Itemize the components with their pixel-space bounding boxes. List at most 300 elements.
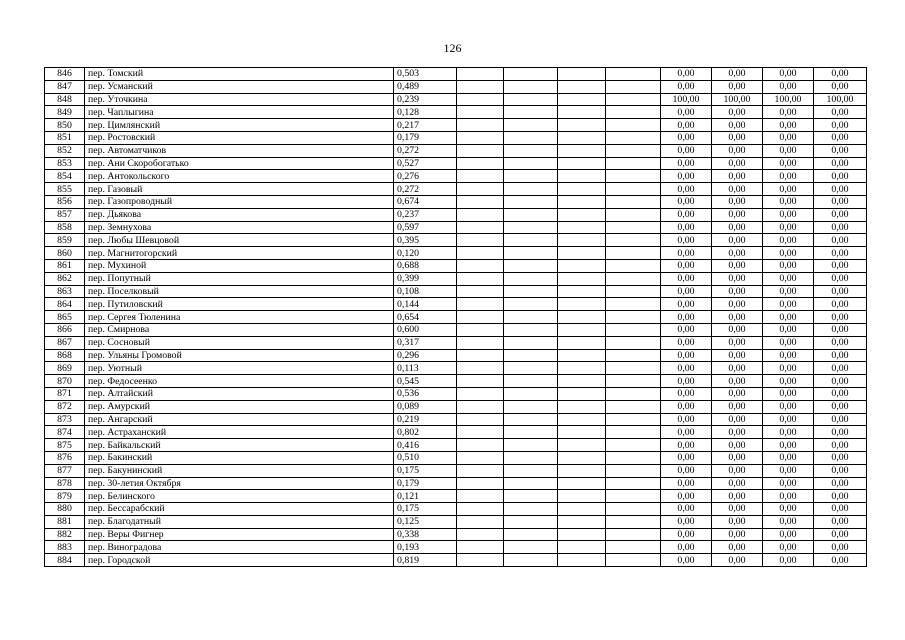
empty-cell xyxy=(504,144,558,157)
empty-cell xyxy=(558,323,606,336)
value-cell-1: 0,00 xyxy=(661,528,712,541)
value-cell-2: 0,00 xyxy=(712,170,763,183)
street-name-cell: пер. Автоматчиков xyxy=(85,144,394,157)
empty-cell xyxy=(606,259,661,272)
empty-cell xyxy=(457,68,504,81)
value-cell-2: 0,00 xyxy=(712,413,763,426)
row-number-cell: 862 xyxy=(45,272,85,285)
empty-cell xyxy=(606,528,661,541)
empty-cell xyxy=(558,375,606,388)
value-cell-3: 0,00 xyxy=(763,221,814,234)
street-name-cell: пер. Веры Фигнер xyxy=(85,528,394,541)
length-cell: 0,510 xyxy=(394,451,457,464)
value-cell-3: 0,00 xyxy=(763,234,814,247)
empty-cell xyxy=(504,93,558,106)
value-cell-4: 0,00 xyxy=(814,183,867,196)
row-number-cell: 879 xyxy=(45,490,85,503)
length-cell: 0,597 xyxy=(394,221,457,234)
street-name-cell: пер. Ростовский xyxy=(85,131,394,144)
empty-cell xyxy=(606,362,661,375)
empty-cell xyxy=(504,247,558,260)
empty-cell xyxy=(504,413,558,426)
value-cell-4: 0,00 xyxy=(814,387,867,400)
value-cell-1: 0,00 xyxy=(661,375,712,388)
value-cell-3: 0,00 xyxy=(763,554,814,567)
value-cell-3: 0,00 xyxy=(763,68,814,81)
value-cell-3: 0,00 xyxy=(763,362,814,375)
value-cell-4: 0,00 xyxy=(814,285,867,298)
value-cell-2: 0,00 xyxy=(712,515,763,528)
empty-cell xyxy=(558,80,606,93)
value-cell-4: 0,00 xyxy=(814,477,867,490)
value-cell-4: 0,00 xyxy=(814,426,867,439)
row-number-cell: 883 xyxy=(45,541,85,554)
value-cell-4: 0,00 xyxy=(814,554,867,567)
value-cell-4: 0,00 xyxy=(814,144,867,157)
table-row xyxy=(45,272,867,285)
length-cell: 0,089 xyxy=(394,400,457,413)
value-cell-2: 0,00 xyxy=(712,375,763,388)
value-cell-3: 0,00 xyxy=(763,464,814,477)
value-cell-3: 0,00 xyxy=(763,349,814,362)
empty-cell xyxy=(504,234,558,247)
empty-cell xyxy=(606,311,661,324)
empty-cell xyxy=(504,119,558,132)
value-cell-3: 0,00 xyxy=(763,490,814,503)
row-number-cell: 859 xyxy=(45,234,85,247)
table-row xyxy=(45,323,867,336)
row-number-cell: 881 xyxy=(45,515,85,528)
value-cell-1: 0,00 xyxy=(661,157,712,170)
empty-cell xyxy=(558,528,606,541)
value-cell-3: 0,00 xyxy=(763,119,814,132)
value-cell-1: 0,00 xyxy=(661,323,712,336)
length-cell: 0,175 xyxy=(394,503,457,516)
value-cell-2: 0,00 xyxy=(712,221,763,234)
street-name-cell: пер. Путиловский xyxy=(85,298,394,311)
value-cell-1: 0,00 xyxy=(661,362,712,375)
street-name-cell: пер. Сосновый xyxy=(85,336,394,349)
empty-cell xyxy=(457,285,504,298)
empty-cell xyxy=(558,490,606,503)
length-cell: 0,272 xyxy=(394,183,457,196)
value-cell-1: 0,00 xyxy=(661,106,712,119)
street-name-cell: пер. Алтайский xyxy=(85,387,394,400)
row-number-cell: 865 xyxy=(45,311,85,324)
empty-cell xyxy=(606,400,661,413)
value-cell-3: 0,00 xyxy=(763,387,814,400)
row-number-cell: 884 xyxy=(45,554,85,567)
empty-cell xyxy=(457,413,504,426)
empty-cell xyxy=(457,259,504,272)
empty-cell xyxy=(504,515,558,528)
empty-cell xyxy=(504,336,558,349)
value-cell-4: 0,00 xyxy=(814,362,867,375)
value-cell-4: 0,00 xyxy=(814,208,867,221)
empty-cell xyxy=(606,68,661,81)
street-name-cell: пер. Любы Шевцовой xyxy=(85,234,394,247)
value-cell-1: 0,00 xyxy=(661,259,712,272)
row-number-cell: 871 xyxy=(45,387,85,400)
table-row xyxy=(45,336,867,349)
empty-cell xyxy=(457,93,504,106)
street-name-cell: пер. Дьякова xyxy=(85,208,394,221)
street-name-cell: пер. Цимлянский xyxy=(85,119,394,132)
empty-cell xyxy=(606,323,661,336)
empty-cell xyxy=(558,272,606,285)
empty-cell xyxy=(457,323,504,336)
street-name-cell: пер. Мухиной xyxy=(85,259,394,272)
street-name-cell: пер. Газопроводный xyxy=(85,195,394,208)
empty-cell xyxy=(457,400,504,413)
value-cell-2: 0,00 xyxy=(712,439,763,452)
value-cell-3: 0,00 xyxy=(763,451,814,464)
row-number-cell: 855 xyxy=(45,183,85,196)
value-cell-4: 0,00 xyxy=(814,234,867,247)
empty-cell xyxy=(606,375,661,388)
value-cell-3: 0,00 xyxy=(763,80,814,93)
street-name-cell: пер. Попутный xyxy=(85,272,394,285)
empty-cell xyxy=(558,311,606,324)
value-cell-1: 0,00 xyxy=(661,170,712,183)
value-cell-1: 0,00 xyxy=(661,311,712,324)
empty-cell xyxy=(504,68,558,81)
empty-cell xyxy=(606,285,661,298)
row-number-cell: 854 xyxy=(45,170,85,183)
empty-cell xyxy=(606,413,661,426)
street-name-cell: пер. Земнухова xyxy=(85,221,394,234)
value-cell-4: 0,00 xyxy=(814,298,867,311)
street-name-cell: пер. Антокольского xyxy=(85,170,394,183)
row-number-cell: 874 xyxy=(45,426,85,439)
value-cell-1: 0,00 xyxy=(661,503,712,516)
street-name-cell: пер. Ульяны Громовой xyxy=(85,349,394,362)
value-cell-4: 0,00 xyxy=(814,515,867,528)
page-number: 126 xyxy=(443,41,462,55)
length-cell: 0,296 xyxy=(394,349,457,362)
value-cell-3: 0,00 xyxy=(763,285,814,298)
street-name-cell: пер. Байкальский xyxy=(85,439,394,452)
value-cell-2: 0,00 xyxy=(712,490,763,503)
empty-cell xyxy=(606,195,661,208)
empty-cell xyxy=(504,400,558,413)
value-cell-1: 0,00 xyxy=(661,554,712,567)
value-cell-2: 0,00 xyxy=(712,208,763,221)
row-number-cell: 873 xyxy=(45,413,85,426)
value-cell-2: 0,00 xyxy=(712,80,763,93)
row-number-cell: 870 xyxy=(45,375,85,388)
length-cell: 0,536 xyxy=(394,387,457,400)
table-row xyxy=(45,131,867,144)
row-number-cell: 875 xyxy=(45,439,85,452)
value-cell-3: 0,00 xyxy=(763,195,814,208)
value-cell-1: 0,00 xyxy=(661,541,712,554)
value-cell-4: 0,00 xyxy=(814,413,867,426)
row-number-cell: 866 xyxy=(45,323,85,336)
empty-cell xyxy=(504,426,558,439)
empty-cell xyxy=(606,439,661,452)
length-cell: 0,395 xyxy=(394,234,457,247)
length-cell: 0,527 xyxy=(394,157,457,170)
length-cell: 0,802 xyxy=(394,426,457,439)
empty-cell xyxy=(606,336,661,349)
value-cell-1: 0,00 xyxy=(661,208,712,221)
length-cell: 0,600 xyxy=(394,323,457,336)
value-cell-1: 0,00 xyxy=(661,183,712,196)
value-cell-2: 0,00 xyxy=(712,451,763,464)
value-cell-4: 0,00 xyxy=(814,157,867,170)
street-name-cell: пер. Смирнова xyxy=(85,323,394,336)
row-number-cell: 857 xyxy=(45,208,85,221)
empty-cell xyxy=(457,387,504,400)
table-row xyxy=(45,183,867,196)
table-row xyxy=(45,68,867,81)
empty-cell xyxy=(504,183,558,196)
empty-cell xyxy=(606,93,661,106)
empty-cell xyxy=(606,490,661,503)
street-name-cell: пер. Астраханский xyxy=(85,426,394,439)
empty-cell xyxy=(504,80,558,93)
value-cell-4: 0,00 xyxy=(814,541,867,554)
value-cell-4: 0,00 xyxy=(814,221,867,234)
table-row xyxy=(45,375,867,388)
table-row xyxy=(45,528,867,541)
length-cell: 0,239 xyxy=(394,93,457,106)
empty-cell xyxy=(558,515,606,528)
length-cell: 0,144 xyxy=(394,298,457,311)
empty-cell xyxy=(606,208,661,221)
empty-cell xyxy=(558,259,606,272)
value-cell-3: 0,00 xyxy=(763,272,814,285)
empty-cell xyxy=(504,541,558,554)
value-cell-2: 100,00 xyxy=(712,93,763,106)
value-cell-1: 0,00 xyxy=(661,131,712,144)
empty-cell xyxy=(606,464,661,477)
empty-cell xyxy=(504,490,558,503)
street-name-cell: пер. 30-летия Октября xyxy=(85,477,394,490)
row-number-cell: 882 xyxy=(45,528,85,541)
empty-cell xyxy=(558,285,606,298)
empty-cell xyxy=(504,285,558,298)
table-row xyxy=(45,221,867,234)
empty-cell xyxy=(606,272,661,285)
empty-cell xyxy=(558,439,606,452)
value-cell-3: 0,00 xyxy=(763,413,814,426)
value-cell-1: 0,00 xyxy=(661,68,712,81)
street-name-cell: пер. Поселковый xyxy=(85,285,394,298)
row-number-cell: 869 xyxy=(45,362,85,375)
table-row xyxy=(45,285,867,298)
value-cell-1: 0,00 xyxy=(661,80,712,93)
table-row xyxy=(45,80,867,93)
empty-cell xyxy=(504,195,558,208)
value-cell-4: 0,00 xyxy=(814,464,867,477)
empty-cell xyxy=(558,221,606,234)
value-cell-1: 0,00 xyxy=(661,413,712,426)
value-cell-3: 0,00 xyxy=(763,541,814,554)
length-cell: 0,688 xyxy=(394,259,457,272)
row-number-cell: 863 xyxy=(45,285,85,298)
empty-cell xyxy=(606,515,661,528)
length-cell: 0,545 xyxy=(394,375,457,388)
empty-cell xyxy=(606,170,661,183)
empty-cell xyxy=(558,170,606,183)
empty-cell xyxy=(457,183,504,196)
table-row xyxy=(45,400,867,413)
empty-cell xyxy=(504,259,558,272)
length-cell: 0,237 xyxy=(394,208,457,221)
length-cell: 0,317 xyxy=(394,336,457,349)
street-name-cell: пер. Бакинский xyxy=(85,451,394,464)
table-row xyxy=(45,93,867,106)
value-cell-1: 0,00 xyxy=(661,195,712,208)
length-cell: 0,276 xyxy=(394,170,457,183)
length-cell: 0,219 xyxy=(394,413,457,426)
street-name-cell: пер. Сергея Тюленина xyxy=(85,311,394,324)
value-cell-3: 0,00 xyxy=(763,131,814,144)
value-cell-2: 0,00 xyxy=(712,503,763,516)
value-cell-2: 0,00 xyxy=(712,387,763,400)
table-row xyxy=(45,426,867,439)
value-cell-2: 0,00 xyxy=(712,311,763,324)
empty-cell xyxy=(558,144,606,157)
empty-cell xyxy=(457,515,504,528)
value-cell-3: 0,00 xyxy=(763,144,814,157)
value-cell-3: 0,00 xyxy=(763,503,814,516)
street-name-cell: пер. Ани Скоробогатько xyxy=(85,157,394,170)
value-cell-1: 0,00 xyxy=(661,451,712,464)
empty-cell xyxy=(504,362,558,375)
empty-cell xyxy=(558,208,606,221)
empty-cell xyxy=(606,247,661,260)
empty-cell xyxy=(504,106,558,119)
empty-cell xyxy=(504,375,558,388)
value-cell-1: 0,00 xyxy=(661,272,712,285)
street-name-cell: пер. Томский xyxy=(85,68,394,81)
row-number-cell: 850 xyxy=(45,119,85,132)
value-cell-2: 0,00 xyxy=(712,477,763,490)
row-number-cell: 861 xyxy=(45,259,85,272)
value-cell-2: 0,00 xyxy=(712,131,763,144)
table-row xyxy=(45,541,867,554)
streets-table xyxy=(44,67,867,567)
value-cell-4: 0,00 xyxy=(814,80,867,93)
empty-cell xyxy=(457,144,504,157)
empty-cell xyxy=(504,349,558,362)
empty-cell xyxy=(457,208,504,221)
table-row xyxy=(45,208,867,221)
empty-cell xyxy=(504,503,558,516)
empty-cell xyxy=(504,311,558,324)
row-number-cell: 849 xyxy=(45,106,85,119)
empty-cell xyxy=(457,234,504,247)
table-row xyxy=(45,451,867,464)
empty-cell xyxy=(606,157,661,170)
street-name-cell: пер. Белинского xyxy=(85,490,394,503)
value-cell-2: 0,00 xyxy=(712,106,763,119)
table-row xyxy=(45,387,867,400)
value-cell-3: 0,00 xyxy=(763,170,814,183)
empty-cell xyxy=(457,119,504,132)
empty-cell xyxy=(504,323,558,336)
value-cell-2: 0,00 xyxy=(712,157,763,170)
row-number-cell: 858 xyxy=(45,221,85,234)
value-cell-4: 0,00 xyxy=(814,503,867,516)
row-number-cell: 851 xyxy=(45,131,85,144)
empty-cell xyxy=(504,221,558,234)
empty-cell xyxy=(558,426,606,439)
empty-cell xyxy=(606,119,661,132)
row-number-cell: 846 xyxy=(45,68,85,81)
row-number-cell: 867 xyxy=(45,336,85,349)
street-name-cell: пер. Уютный xyxy=(85,362,394,375)
row-number-cell: 880 xyxy=(45,503,85,516)
value-cell-2: 0,00 xyxy=(712,541,763,554)
value-cell-4: 0,00 xyxy=(814,349,867,362)
value-cell-2: 0,00 xyxy=(712,195,763,208)
street-name-cell: пер. Ангарский xyxy=(85,413,394,426)
street-name-cell: пер. Усманский xyxy=(85,80,394,93)
table-row xyxy=(45,170,867,183)
empty-cell xyxy=(457,541,504,554)
empty-cell xyxy=(558,349,606,362)
value-cell-1: 0,00 xyxy=(661,234,712,247)
row-number-cell: 852 xyxy=(45,144,85,157)
street-name-cell: пер. Чаплыгина xyxy=(85,106,394,119)
value-cell-2: 0,00 xyxy=(712,259,763,272)
empty-cell xyxy=(457,554,504,567)
value-cell-4: 0,00 xyxy=(814,311,867,324)
value-cell-2: 0,00 xyxy=(712,554,763,567)
value-cell-2: 0,00 xyxy=(712,400,763,413)
empty-cell xyxy=(504,439,558,452)
row-number-cell: 878 xyxy=(45,477,85,490)
street-name-cell: пер. Виноградова xyxy=(85,541,394,554)
value-cell-3: 0,00 xyxy=(763,515,814,528)
value-cell-4: 0,00 xyxy=(814,400,867,413)
length-cell: 0,217 xyxy=(394,119,457,132)
row-number-cell: 876 xyxy=(45,451,85,464)
empty-cell xyxy=(558,413,606,426)
value-cell-4: 0,00 xyxy=(814,451,867,464)
table-row xyxy=(45,477,867,490)
table-row xyxy=(45,554,867,567)
empty-cell xyxy=(457,490,504,503)
value-cell-3: 0,00 xyxy=(763,208,814,221)
table-row xyxy=(45,439,867,452)
table-row xyxy=(45,195,867,208)
empty-cell xyxy=(457,298,504,311)
empty-cell xyxy=(606,426,661,439)
table-row xyxy=(45,515,867,528)
length-cell: 0,272 xyxy=(394,144,457,157)
value-cell-1: 0,00 xyxy=(661,221,712,234)
empty-cell xyxy=(606,554,661,567)
table-row xyxy=(45,464,867,477)
street-name-cell: пер. Городской xyxy=(85,554,394,567)
table-row xyxy=(45,119,867,132)
length-cell: 0,108 xyxy=(394,285,457,298)
empty-cell xyxy=(558,554,606,567)
empty-cell xyxy=(606,503,661,516)
value-cell-2: 0,00 xyxy=(712,144,763,157)
value-cell-2: 0,00 xyxy=(712,426,763,439)
value-cell-3: 0,00 xyxy=(763,528,814,541)
empty-cell xyxy=(504,387,558,400)
empty-cell xyxy=(606,80,661,93)
empty-cell xyxy=(558,157,606,170)
empty-cell xyxy=(558,234,606,247)
